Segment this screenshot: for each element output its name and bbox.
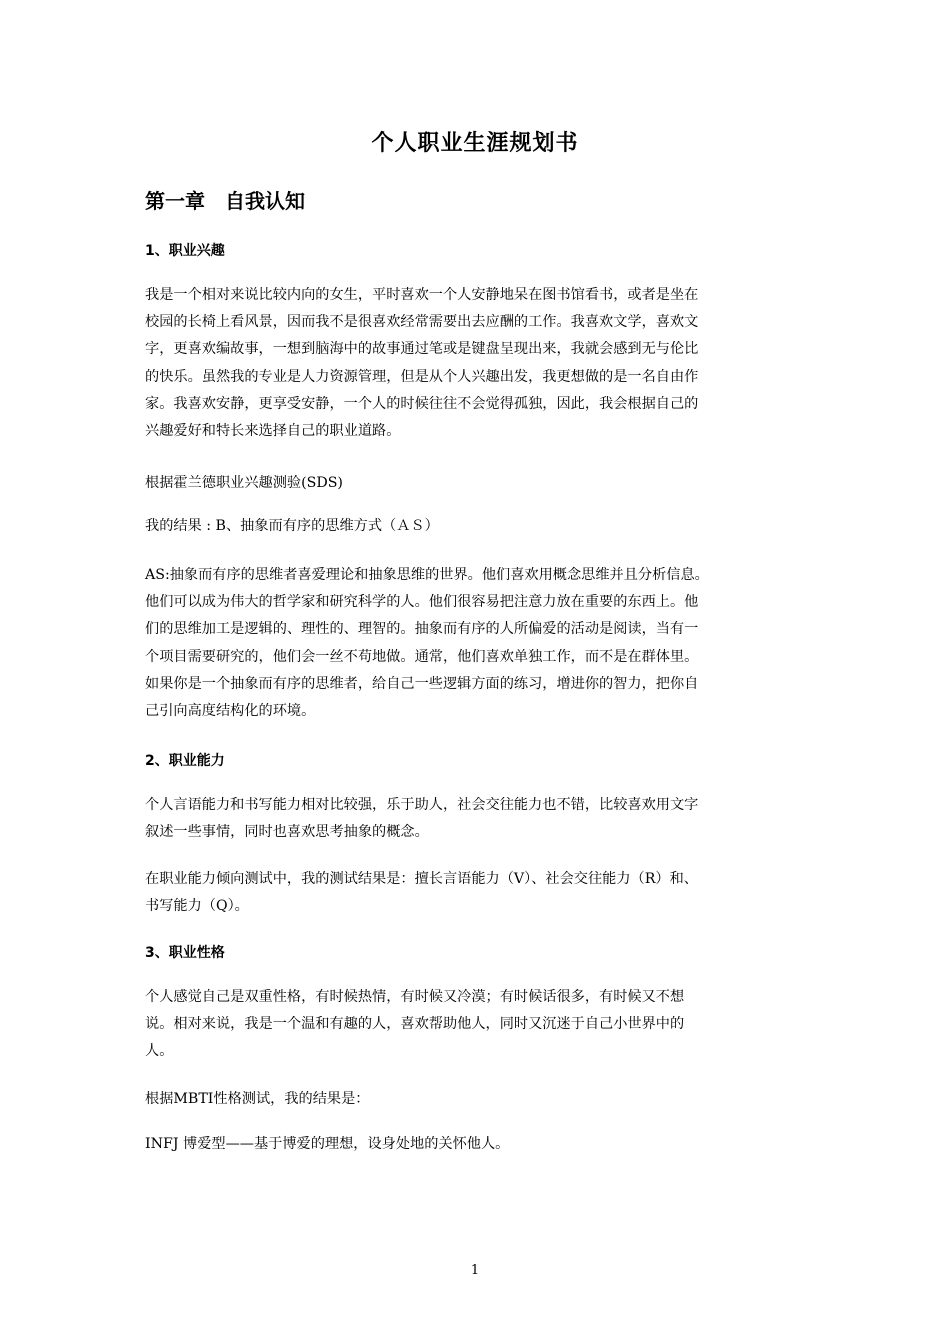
document-title: 个人职业生涯规划书 — [371, 131, 579, 156]
text-line: 他们可以成为伟大的哲学家和研究科学的人。他们很容易把注意力放在重要的东西上。他 — [145, 594, 699, 611]
text-line: INFJ 博爱型——基于博爱的理想，设身处地的关怀他人。 — [145, 1136, 510, 1152]
text-line: 个人言语能力和书写能力相对比较强，乐于助人，社会交往能力也不错，比较喜欢用文字 — [145, 797, 699, 813]
chapter-heading: 第一章 自我认知 — [145, 189, 305, 213]
text-line: 己引向高度结构化的环境。 — [145, 703, 316, 720]
section-heading-ability: 2、职业能力 — [145, 753, 225, 769]
text-line: 书写能力（Q）。 — [145, 898, 249, 915]
text-line: 个人感觉自己是双重性格，有时候热情，有时候又冷漠；有时候话很多，有时候又不想 — [145, 989, 685, 1005]
text-line: 人。 — [145, 1043, 174, 1060]
text-line: 字，更喜欢编故事，一想到脑海中的故事通过笔或是键盘呈现出来，我就会感到无与伦比 — [145, 341, 699, 358]
text-line: 家。我喜欢安静，更享受安静，一个人的时候往往不会觉得孤独，因此，我会根据自己的 — [145, 395, 699, 412]
text-line: 我的结果 : B、抽象而有序的思维方式（ＡＳ） — [145, 518, 439, 534]
text-line: 在职业能力倾向测试中，我的测试结果是：擅长言语能力（V）、社会交往能力（R）和、 — [145, 871, 698, 887]
text-line: 叙述一些事情，同时也喜欢思考抽象的概念。 — [145, 824, 429, 841]
text-line: 校园的长椅上看风景，因而我不是很喜欢经常需要出去应酬的工作。我喜欢文学，喜欢文 — [145, 314, 699, 331]
paragraph — [145, 984, 805, 1066]
section-heading-interest: 1、职业兴趣 — [145, 243, 225, 259]
paragraph — [145, 792, 805, 846]
text-line: 我是一个相对来说比较内向的女生，平时喜欢一个人安静地呆在图书馆看书，或者是坐在 — [145, 287, 699, 303]
text-line: 的快乐。虽然我的专业是人力资源管理，但是从个人兴趣出发，我更想做的是一名自由作 — [145, 368, 699, 385]
paragraph — [145, 562, 805, 725]
text-line: AS:抽象而有序的思维者喜爱理论和抽象思维的世界。他们喜欢用概念思维并且分析信息。 — [145, 567, 709, 583]
text-line: 如果你是一个抽象而有序的思维者，给自己一些逻辑方面的练习，增进你的智力，把你自 — [145, 675, 699, 692]
paragraph — [145, 470, 805, 497]
page-number: 1 — [470, 1263, 480, 1278]
section-heading-personality: 3、职业性格 — [145, 945, 225, 961]
text-line: 们的思维加工是逻辑的、理性的、理智的。抽象而有序的人所偏爱的活动是阅读，当有一 — [145, 621, 699, 638]
text-line: 根据MBTI性格测试，我的结果是： — [145, 1091, 370, 1107]
paragraph — [145, 282, 805, 445]
text-line: 说。相对来说，我是一个温和有趣的人，喜欢帮助他人，同时又沉迷于自己小世界中的 — [145, 1016, 685, 1033]
paragraph — [145, 866, 805, 920]
paragraph — [145, 1086, 805, 1113]
text-line: 个项目需要研究的，他们会一丝不苟地做。通常，他们喜欢单独工作，而不是在群体里。 — [145, 648, 699, 665]
paragraph — [145, 513, 805, 540]
text-line: 根据霍兰德职业兴趣测验(SDS) — [145, 475, 343, 491]
text-line: 兴趣爱好和特长来选择自己的职业道路。 — [145, 423, 401, 440]
paragraph — [145, 1131, 805, 1158]
